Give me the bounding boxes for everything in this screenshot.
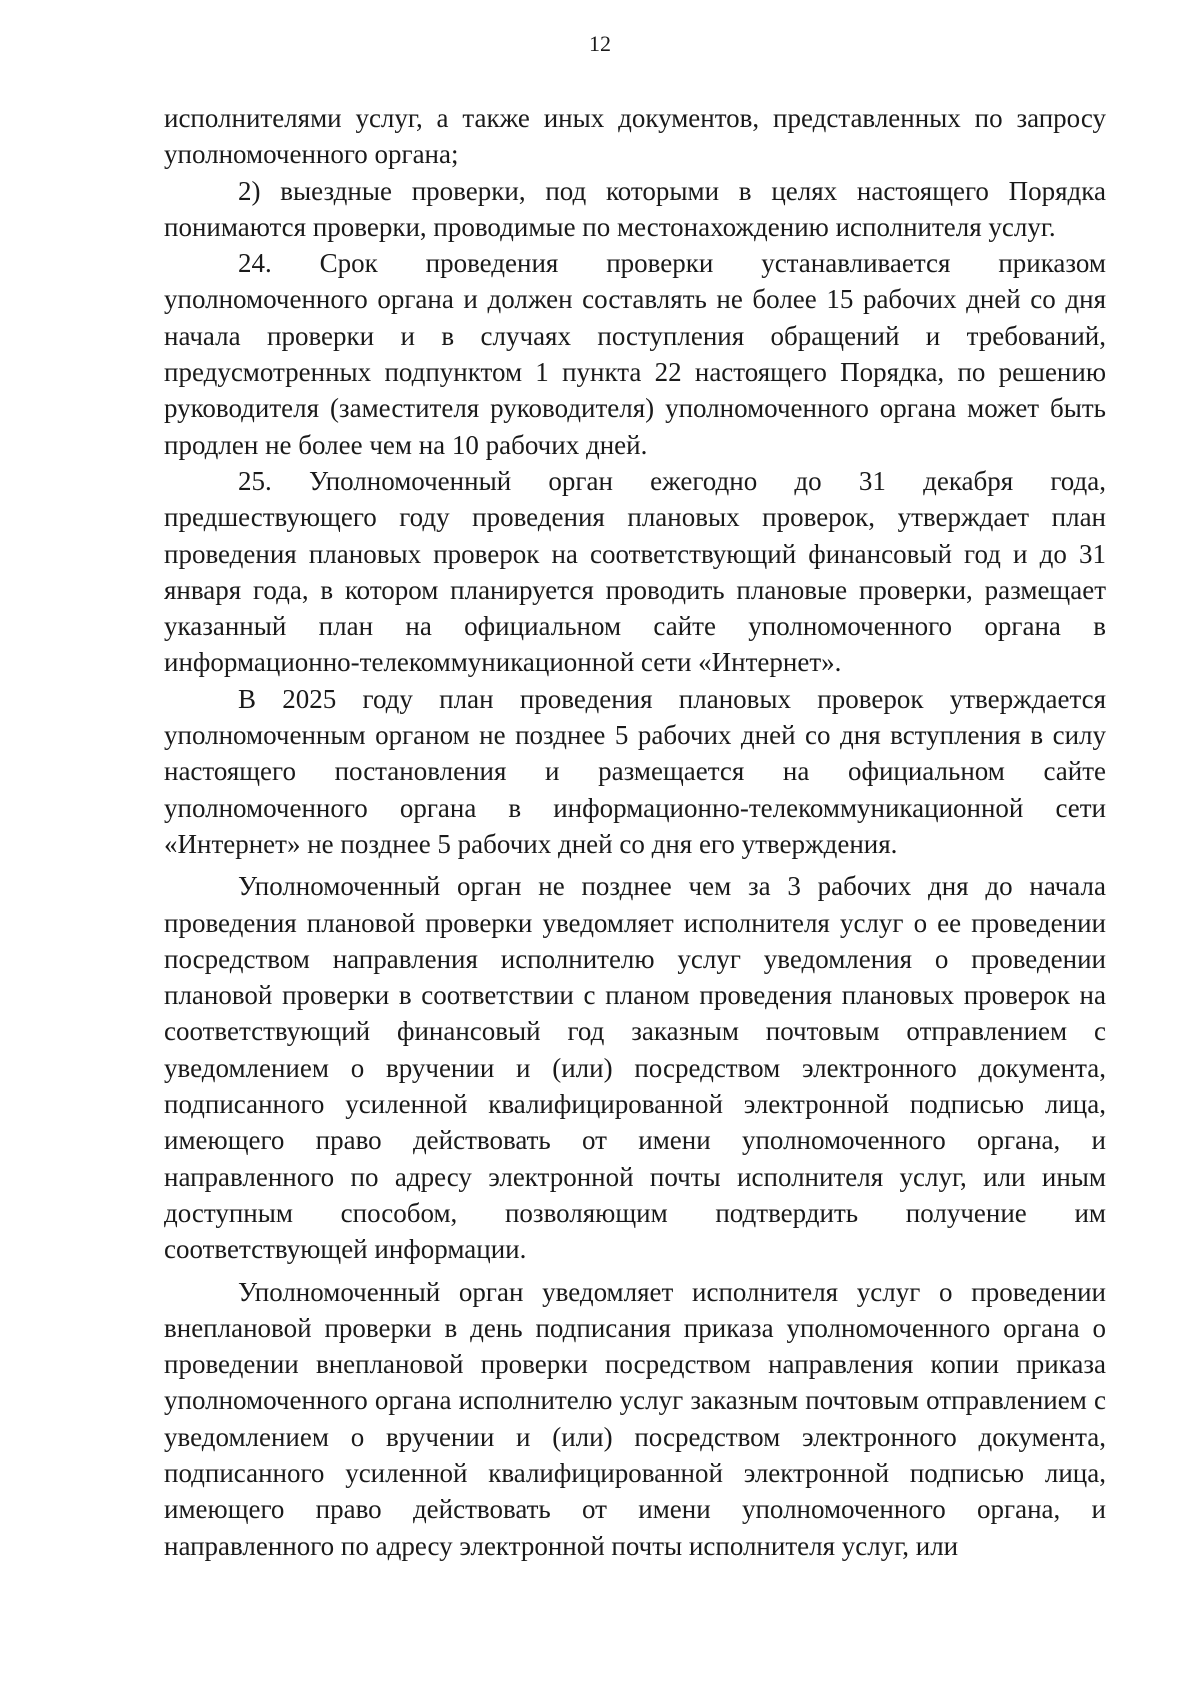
paragraph-continuation: исполнителями услуг, а также иных документов, представленных по запросу уполномоченного органа; (164, 103, 1106, 170)
paragraph-subitem-2: 2) выездные проверки, под которыми в целях настоящего Порядка понимаются проверки, проводимые по местонахождению исполнителя услуг. (164, 175, 1106, 242)
document-body (164, 100, 1106, 1564)
paragraph-item-24: 24. Срок проведения проверки устанавливается приказом уполномоченного органа и должен составлять не более 15 рабочих дней со дня начала проверки и в случаях поступления обращений и требований, предусмотренных подпунктом 1 пункта 22 настоящего Порядка, по решению руководителя (заместителя руководителя) уполномоченного органа может быть продлен не более чем на 10 рабочих дней. (164, 248, 1106, 460)
paragraph-planned-notice: Уполномоченный орган не позднее чем за 3 рабочих дня до начала проведения плановой проверки уведомляет исполнителя услуг о ее проведении посредством направления исполнителю услуг уведомления о проведении плановой проверки в соответствии с планом проведения плановых проверок на соответствующий финансовый год заказным почтовым отправлением с уведомлением о вручении и (или) посредством электронного документа, подписанного усиленной квалифицированной электронной подписью лица, имеющего право действовать от имени уполномоченного органа, и направленного по адресу электронной почты исполнителя услуг, или иным доступным способом, позволяющим подтвердить получение им соответствующей информации. (164, 871, 1106, 1265)
paragraph-2025-plan: В 2025 году план проведения плановых проверок утверждается уполномоченным органом не позднее 5 рабочих дней со дня вступления в силу настоящего постановления и размещается на официальном сайте уполномоченного органа в информационно-телекоммуникационной сети «Интернет» не позднее 5 рабочих дней со дня его утверждения. (164, 683, 1106, 859)
paragraph-item-25: 25. Уполномоченный орган ежегодно до 31 декабря года, предшествующего году проведения плановых проверок, утверждает план проведения плановых проверок на соответствующий финансовый год и до 31 января года, в котором планируется проводить плановые проверки, размещает указанный план на официальном сайте уполномоченного органа в информационно-телекоммуникационной сети «Интернет». (164, 465, 1106, 678)
paragraph-unplanned-notice: Уполномоченный орган уведомляет исполнителя услуг о проведении внеплановой проверки в день подписания приказа уполномоченного органа о проведении внеплановой проверки посредством направления копии приказа уполномоченного органа исполнителю услуг заказным почтовым отправлением с уведомлением о вручении и (или) посредством электронного документа, подписанного усиленной квалифицированной электронной подписью лица, имеющего право действовать от имени уполномоченного органа, и направленного по адресу электронной почты исполнителя услуг, или (164, 1276, 1106, 1561)
page-number: 12 (589, 31, 611, 56)
